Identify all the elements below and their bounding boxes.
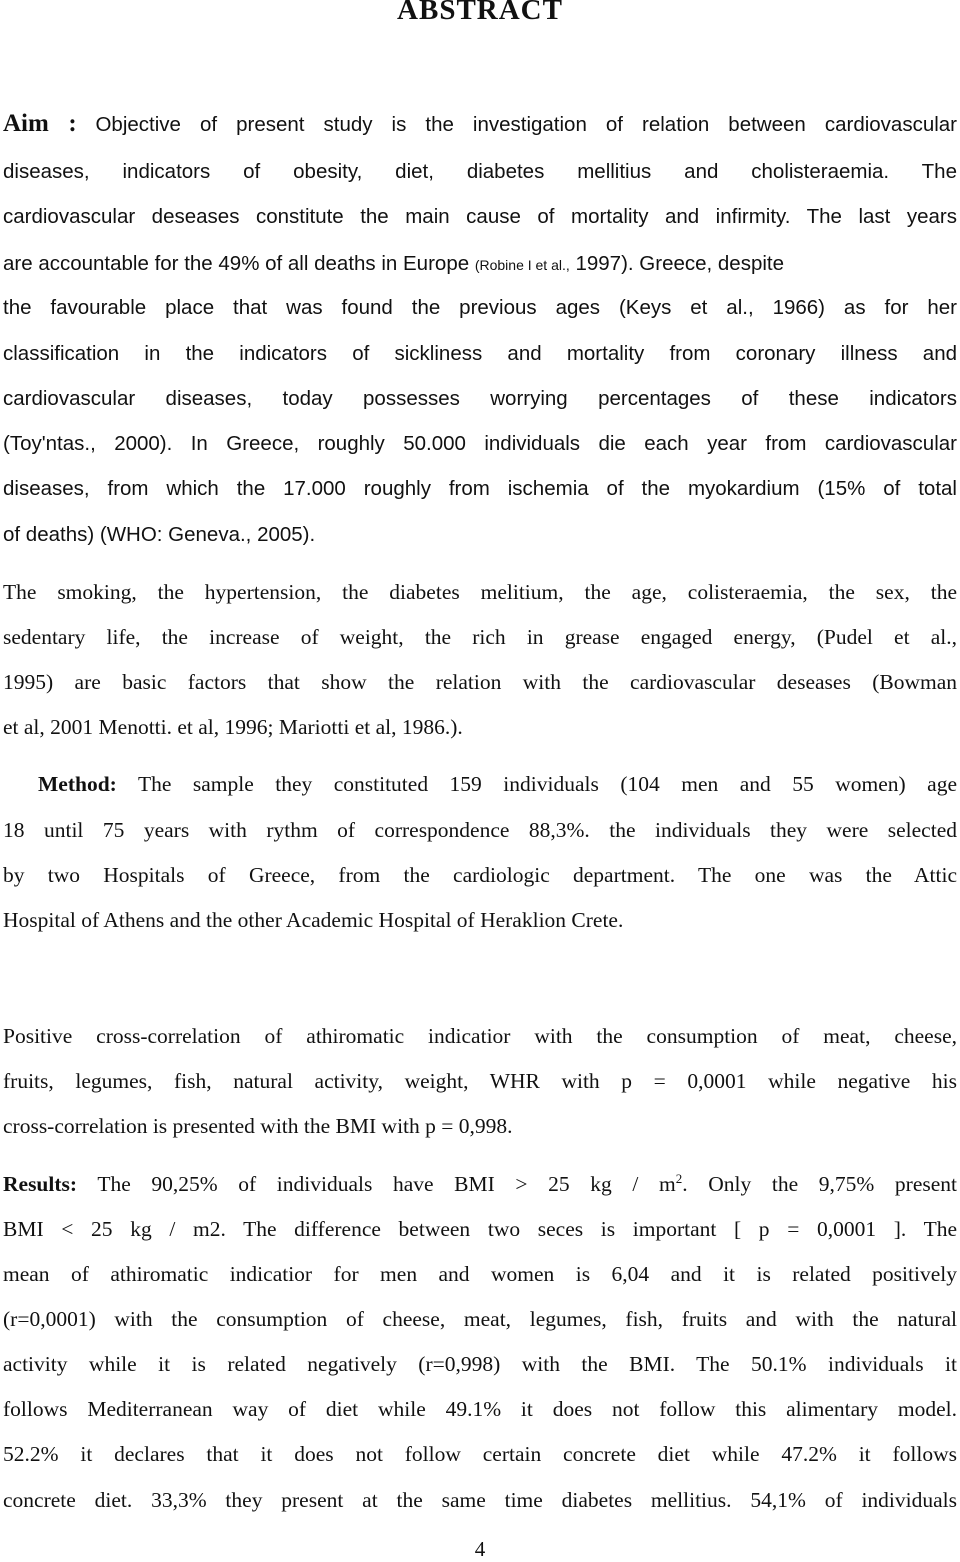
results-line-6: follows Mediterranean way of diet while 49.1% it does not follow this alimentary model.	[3, 1397, 957, 1421]
results-line-8: concrete diet. 33,3% they present at the same time diabetes mellitius. 54,1% of individuals	[3, 1488, 957, 1512]
page-title: ABSTRACT	[397, 0, 563, 26]
page-number: 4	[474, 1537, 486, 1561]
results-line-1	[3, 1170, 957, 1198]
aim-line-4	[3, 250, 957, 279]
risk-line-2: sedentary life, the increase of weight, the rich in grease engaged energy, (Pudel et al.,	[3, 625, 957, 649]
results-line-5: activity while it is related negatively (r=0,998) with the BMI. The 50.1% individuals it	[3, 1352, 957, 1376]
correlation-line-3: cross-correlation is presented with the BMI with p = 0,998.	[3, 1114, 513, 1138]
method-line-3: by two Hospitals of Greece, from the cardiologic department. The one was the Attic	[3, 863, 957, 887]
results-line-4: (r=0,0001) with the consumption of cheese, meat, legumes, fish, fruits and with the natural	[3, 1307, 957, 1331]
aim-citation-robine: (Robine I et al.,	[474, 257, 570, 273]
correlation-line-2: fruits, legumes, fish, natural activity, weight, WHR with p = 0,0001 while negative his	[3, 1069, 957, 1093]
correlation-line-1: Positive cross-correlation of athiromatic indicatior with the consumption of meat, cheese,	[3, 1024, 957, 1048]
risk-line-4: et al, 2001 Menotti. et al, 1996; Mariotti et al, 1986.).	[3, 715, 463, 739]
results-line-3: mean of athiromatic indicatior for men and women is 6,04 and it is related positively	[3, 1262, 957, 1286]
results-line-1-text: The 90,25% of individuals have BMI > 25 kg / m	[97, 1172, 676, 1196]
aim-line-1	[3, 110, 957, 139]
results-superscript: 2	[675, 1171, 683, 1186]
results-line-1-tail: . Only the 9,75% present	[682, 1172, 957, 1196]
results-line-7: 52.2% it declares that it does not follow certain concrete diet while 47.2% it follows	[3, 1442, 957, 1466]
risk-line-1: The smoking, the hypertension, the diabetes melitium, the age, colisteraemia, the sex, the	[3, 580, 957, 604]
aim-line-8: (Toy'ntas., 2000). In Greece, roughly 50.000 individuals die each year from cardiovascular	[3, 432, 957, 455]
results-label: Results:	[3, 1172, 78, 1196]
aim-line-2: diseases, indicators of obesity, diet, diabetes mellitius and cholisteraemia. The	[3, 160, 957, 183]
results-line-2: BMI < 25 kg / m2. The difference between two seces is important [ p = 0,0001 ]. The	[3, 1217, 957, 1241]
aim-line-5: the favourable place that was found the previous ages (Keys et al., 1966) as for her	[3, 296, 957, 319]
aim-label: Aim :	[3, 110, 77, 137]
method-line-2: 18 until 75 years with rythm of correspondence 88,3%. the individuals they were selected	[3, 818, 957, 842]
method-label: Method:	[38, 772, 117, 796]
aim-line-10: of deaths) (WHO: Geneva., 2005).	[3, 523, 316, 546]
aim-line-1-text: Objective of present study is the investigation of relation between cardiovascular	[95, 113, 957, 136]
aim-line-3: cardiovascular deseases constitute the main cause of mortality and infirmity. The last years	[3, 205, 957, 228]
aim-line-9: diseases, from which the 17.000 roughly from ischemia of the myokardium (15% of total	[3, 477, 957, 500]
aim-line-7: cardiovascular diseases, today possesses worrying percentages of these indicators	[3, 387, 957, 410]
method-line-1-text: The sample they constituted 159 individuals (104 men and 55 women) age	[137, 772, 957, 796]
aim-line-4-text: are accountable for the 49% of all deaths in Europe	[3, 252, 470, 275]
risk-line-3: 1995) are basic factors that show the relation with the cardiovascular deseases (Bowman	[3, 670, 957, 694]
method-line-4: Hospital of Athens and the other Academic Hospital of Heraklion Crete.	[3, 908, 624, 932]
aim-line-4-tail: 1997). Greece, despite	[575, 252, 785, 275]
method-line-1	[38, 770, 957, 798]
aim-line-6: classification in the indicators of sickliness and mortality from coronary illness and	[3, 342, 957, 365]
